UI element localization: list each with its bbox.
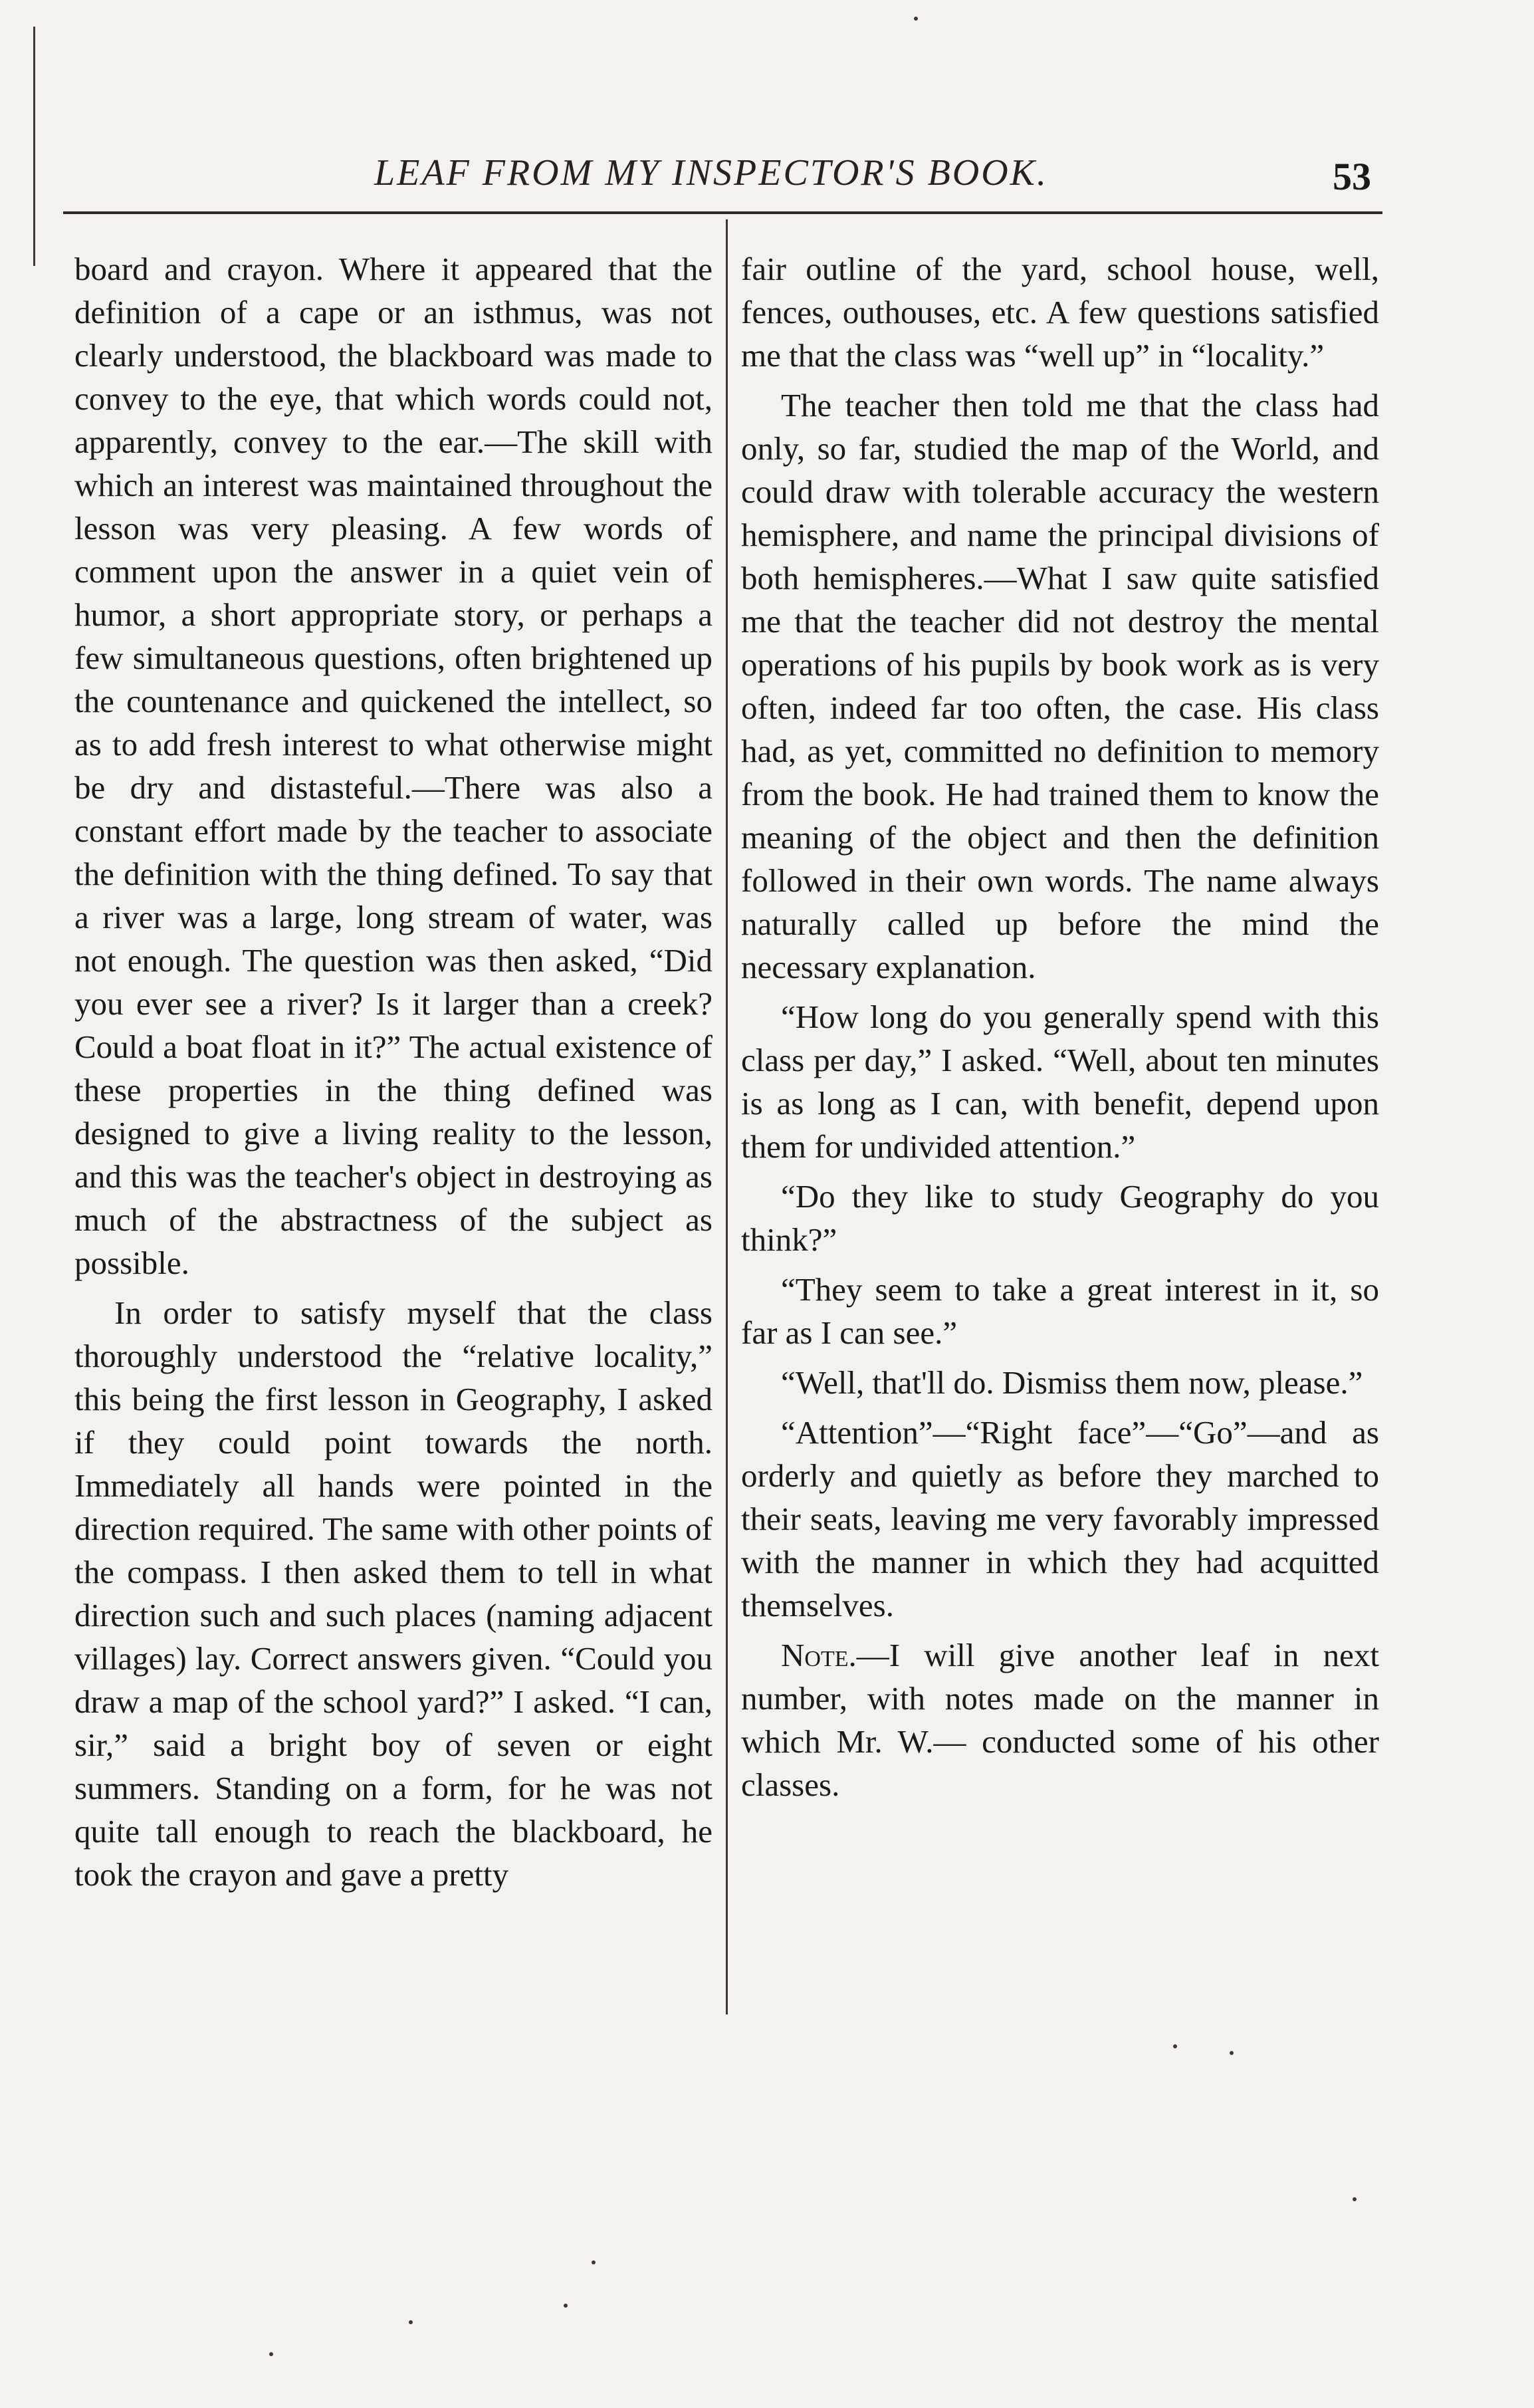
paragraph: The teacher then told me that the class had only, so far, studied the map of the World, and could draw with tolerable accuracy the western hemisphere, and name the principal divisions of both hemispheres.—What I saw quite satisfied me that the teacher did not destroy the mental operations of his pupils by book work as is very often, indeed far too often, the case. His class had, as yet, committed no definition to memory from the book. He had trained them to know the meaning of the object and then the definition followed in their own words. The name always naturally called up before the mind the necessary explanation. [741, 387, 1379, 985]
paragraph: “Attention”—“Right face”—“Go”—and as orderly and quietly as before they marched to their seats, leaving me very favorably impressed with the manner in which they had acquitted themselves. [741, 1414, 1379, 1624]
note-paragraph [741, 1633, 1379, 1806]
column-divider [726, 219, 728, 2014]
paragraph: “They seem to take a great interest in it, so far as I can see.” [741, 1271, 1379, 1351]
scan-speck [1353, 2197, 1357, 2201]
scan-speck [269, 2352, 273, 2356]
scan-speck [409, 2320, 413, 2324]
paragraph: board and crayon. Where it appeared that the definition of a cape or an isthmus, was not clearly understood, the blackboard was made to convey to the eye, that which words could not, apparently, convey to the ear.—The skill with which an interest was maintained throughout the lesson was very pleasing. A few words of comment upon the answer in a quiet vein of humor, a short appropriate story, or perhaps a few simultaneous questions, often brightened up the countenance and quickened the intellect, so as to add fresh interest to what otherwise might be dry and distasteful.—There was also a constant effort made by the teacher to associate the definition with the thing defined. To say that a river was a large, long stream of water, was not enough. The question was then asked, “Did you ever see a river? Is it larger than a creek? Could a boat float in it?” The actual existence of these properties in the thing defined was designed to give a living reality to the lesson, and this was the teacher's object in destroying as much of the abstractness of the subject as possible. [74, 251, 712, 1281]
margin-mark [33, 27, 35, 266]
scan-speck [592, 2260, 596, 2264]
scan-speck [914, 17, 918, 21]
scan-speck [564, 2304, 568, 2308]
page-number: 53 [1333, 155, 1371, 198]
paragraph: In order to satisfy myself that the class thoroughly understood the “relative locality,” this being the first lesson in Geography, I asked if they could point towards the north. Immediately all hands were pointed in the direction required. The same with other points of the compass. I then asked them to tell in what direction such and such places (naming adjacent villages) lay. Correct answers given. “Could you draw a map of the school yard?” I asked. “I can, sir,” said a bright boy of seven or eight summers. Standing on a form, for he was not quite tall enough to reach the blackboard, he took the crayon and gave a pretty [74, 1294, 712, 1893]
scan-speck [1230, 2051, 1234, 2055]
left-column [74, 247, 712, 1903]
note-label: Note. [781, 1637, 857, 1673]
running-header: LEAF FROM MY INSPECTOR'S BOOK. [374, 152, 1049, 193]
paragraph: “How long do you generally spend with this class per day,” I asked. “Well, about ten minutes is as long as I can, with benefit, depend upon them for undivided attention.” [741, 999, 1379, 1165]
right-column [741, 247, 1379, 1813]
paragraph: fair outline of the yard, school house, well, fences, outhouses, etc. A few questions satisfied me that the class was “well up” in “locality.” [741, 251, 1379, 374]
note-text: —I will give another leaf in next number, with notes made on the manner in which Mr. W.— conducted some of his other classes. [741, 1637, 1379, 1803]
header-rule [63, 211, 1382, 214]
paragraph: “Well, that'll do. Dismiss them now, please.” [781, 1364, 1363, 1401]
paragraph: “Do they like to study Geography do you think?” [741, 1178, 1379, 1258]
scan-speck [1173, 2044, 1177, 2048]
